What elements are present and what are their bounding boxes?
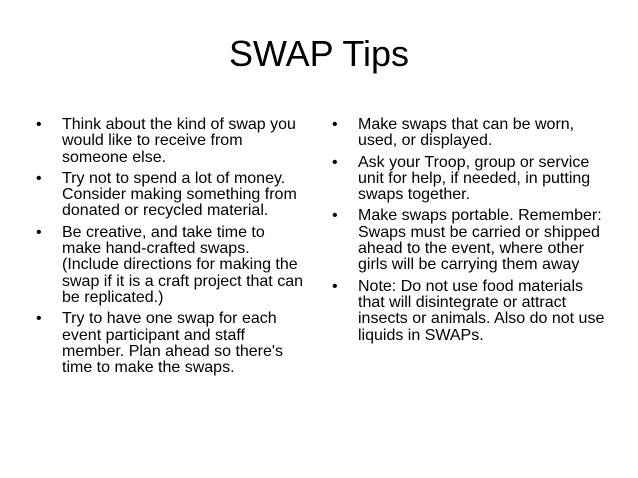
bullet-item	[36, 171, 308, 220]
bullet-item	[332, 117, 612, 150]
bullet-text: Be creative, and take time to make hand-crafted swaps. (Include directions for making the swap if it is a craft project that can be replicated.)	[62, 223, 303, 306]
slide-title: SWAP Tips	[228, 33, 410, 74]
bullet-item	[36, 311, 308, 376]
bullet-text: Think about the kind of swap you would like to receive from someone else.	[62, 116, 296, 166]
bullet-icon: •	[332, 116, 338, 133]
bullet-item	[36, 225, 308, 306]
bullet-icon: •	[36, 310, 42, 328]
bullet-text: Make swaps that can be worn, used, or displayed.	[358, 116, 575, 150]
right-bullet-list	[332, 117, 612, 349]
bullet-item	[332, 208, 612, 273]
bullet-text: Make swaps portable. Remember: Swaps must be carried or shipped ahead to the event, where other girls will be carrying them away	[358, 207, 602, 274]
bullet-text: Try to have one swap for each event participant and staff member. Plan ahead so there's time to make the swaps.	[62, 310, 283, 377]
left-bullet-list	[36, 117, 308, 381]
bullet-icon: •	[36, 223, 42, 241]
bullet-icon: •	[332, 153, 338, 171]
bullet-item	[332, 279, 612, 344]
bullet-icon: •	[36, 116, 42, 133]
bullet-text: Note: Do not use food materials that will disintegrate or attract insects or animals. Also do not use liquids in SWAPs.	[358, 277, 605, 344]
bullet-icon: •	[332, 277, 338, 295]
bullet-item	[36, 117, 308, 166]
bullet-text: Try not to spend a lot of money. Consider making something from donated or recycled material.	[62, 169, 297, 220]
bullet-icon: •	[36, 169, 42, 187]
bullet-item	[332, 155, 612, 204]
bullet-icon: •	[332, 207, 338, 225]
bullet-text: Ask your Troop, group or service unit for help, if needed, in putting swaps together.	[358, 153, 591, 204]
